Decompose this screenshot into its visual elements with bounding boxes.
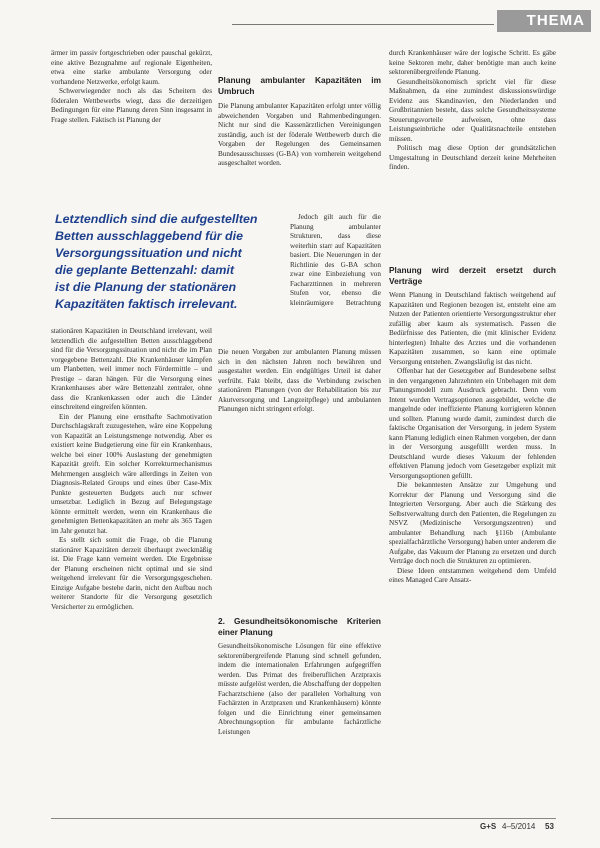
column-2-bottom <box>218 616 381 737</box>
column-2-top <box>218 75 381 169</box>
section-label: THEMA <box>497 10 591 32</box>
paragraph: Es stellt sich somit die Frage, ob die Planung stationärer Kapazitäten derzeit überhaupt zweckmäßig ist. Die Frage kann verneint werden. Die Ergebnisse der Planung erscheinen nicht optimal und sie sind weitgehend irrelevant für die Versorgungsgeschehen. Einzige Aufgabe bestehe darin, nicht den Aufbau noch weiterer Standorte für die Versorgung gesetzlich Versicherter zu ermöglichen. <box>51 536 212 611</box>
paragraph: Ein der Planung eine ernsthafte Sachmotivation Durchschlagskraft zuzugestehen, wäre eine Koppelung von Kapazität an Leistungsmenge notwendig. Aber es existiert keine Budgetierung eine für ein Krankenhaus, welche bei einer 100% Auslastung der genehmigten Kapazität greift. Ein solcher Korrekturmechanismus Mehrmengen ausgleich wäre allerdings in Zeiten von Diagnosis-Related Groups und eines über Case-Mix Punkte gesteuerten Budgets auch nur schwer umsetzbar. Lediglich in Bezug auf Belegungstage könnte ermittelt werden, wenn ein Krankenhaus die genehmigten Bettenkapazitäten an mehr als 365 Tagen im Jahr genutzt hat. <box>51 412 212 535</box>
column-1-top <box>51 49 212 125</box>
header-rule <box>232 24 494 25</box>
column-1-bottom <box>51 327 212 612</box>
pull-quote-line: Versorgungssituation und nicht <box>55 246 242 260</box>
paragraph: Gesundheitsökonomisch spricht viel für diese Maßnahmen, da eine zumindest diskussionswürdige Evidenz aus Skandinavien, den Niederlanden und Großbritannien besteht, dass solche Gesundheitssysteme Steuerungsvorteile aufweisen, ohne dass Leistungseinbrüche oder Qualitätsnachteile entstehen müssen. <box>389 77 556 143</box>
column-3-top <box>389 49 556 173</box>
pull-quote-line: die geplante Bettenzahl: damit <box>55 263 234 277</box>
column-2-wrap <box>290 213 381 309</box>
pull-quote-line: ist die Planung der stationären <box>55 280 237 294</box>
paragraph: Offenbar hat der Gesetzgeber auf Bundesebene selbst in den vergangenen Jahrzehnten ein Unbehagen mit dem Planungsmodell zum Ausdruck gebracht. Denn vom Intent wurden Vertragsoptionen ausgebildet, welche die mangelnde oder ineffiziente Planung korrigieren können und sollten. Planung wurde damit, zumindest durch die faktische Organisation der Versorgung, in jedem System kann Planung lediglich einen Rahmen vorgeben, der dann in der Versorgung ausgefüllt werden muss. In Deutschland wurde dieses Vakuum der fehlenden effektiven Planung jedoch vom Gesetzgeber explizit mit Versorgungsoptionen gefüllt. <box>389 367 556 480</box>
paragraph: Diese Ideen entstammen weitgehend dem Umfeld eines Managed Care Ansatz- <box>389 566 556 584</box>
journal-name: G+S <box>480 822 497 831</box>
footer-rule <box>51 818 556 819</box>
paragraph: stationären Kapazitäten in Deutschland irrelevant, weil letztendlich die aufgestellten Betten ausschlaggebend sind für die Versorgungssituation und nicht die im Plan vorgegebene Bettenzahl. Die Krankenhäuser kämpfen um Planbetten, weil immer noch Fördermittle – und Prestige – daran hängen. Für die Versorgung eines Krankenhauses aber wäre Bettenzahl zentraler, ohne dass die Krankenkassen oder auch die Länder einschreitend eingreifen könnten. <box>51 327 212 411</box>
pull-quote-line: Kapazitäten faktisch irrelevant. <box>55 297 238 311</box>
pull-quote-line: Letztendlich sind die aufgestellten <box>55 212 258 226</box>
issue-number: 4–5/2014 <box>502 822 536 831</box>
pull-quote <box>55 211 283 311</box>
page-number: 53 <box>545 822 554 831</box>
paragraph: Wenn Planung in Deutschland faktisch weitgehend auf Kapazitäten und Regionen bezogen ist, entsteht eine am Nutzen der Patienten orientierte Versorgungsstruktur eher zufällig aber kaum als systematisch. Passen die Bedürfnisse des Patienten, die (mit klinischer Evidenz hinterlegten) Inhalte des Arztes und die vorhandenen Kapazitäten zusammen, so kann eine optimale Versorgung entstehen. Zwangsläufig ist das nicht. <box>389 291 556 366</box>
section-heading: Planung wird derzeit ersetzt durch Verträge <box>389 265 556 286</box>
column-3-bottom <box>389 265 556 586</box>
paragraph: Jedoch gilt auch für die Planung ambulanter Strukturen, dass diese weiterhin starr auf Kapazitäten basiert. Die Neuerungen in der Richtlinie des G-BA schon zwar eine Einbeziehung von Facharzttinnen in mehreren Stufen vor, ebenso die kleinräumigere Betrachtung <box>290 213 381 307</box>
column-2-middle <box>218 348 381 415</box>
paragraph: Politisch mag diese Option der grundsätzlichen Umgestaltung in Deutschland derzeit keine Mehrheiten finden. <box>389 144 556 171</box>
paragraph: Die bekanntesten Ansätze zur Umgehung und Korrektur der Planung und Versorgung sind die Integrierten Versorgung. Aber auch die Stärkung des Selbstverwaltung durch den Patienten, die Regelungen zu NSVZ (Medizinische Versorgungszentren) und ambulanter Behandlung nach §116b (Ambulante spezialfachärztliche Versorgung) haben unter anderem die Aufgabe, das Vakuum der Planung zu ersetzen und durch Verträge doch noch die Strukturen zu optimieren. <box>389 481 556 565</box>
section-heading: Planung ambulanter Kapazitäten im Umbruch <box>218 75 381 96</box>
paragraph: Schwerwiegender noch als das Scheitern des föderalen Wettbewerbs wiegt, dass die derzeitigen Bedingungen für eine Planung deren Sinn insgesamt in Frage stellen. Faktisch ist Planung der <box>51 87 212 124</box>
paragraph: ärmer im passiv fortgeschrieben oder pauschal gekürzt, eine aktive Bezugnahme auf regionale Eigenheiten, etwa eine starke ambulante Versorgung oder vorhandene Netzwerke, erfolgt kaum. <box>51 49 212 86</box>
pull-quote-line: Betten ausschlaggebend für die <box>55 229 243 243</box>
paragraph: Gesundheitsökonomische Lösungen für eine effektive sektorenübergreifende Planung sind schnell gefunden, indem die internationalen Erfahrungen aufgegriffen werden. Das Primat des freiberuflichen Arztpraxis müsste aufgelöst werden, die Abschaffung der doppelten Facharztschiene (also der parallelen Vorhaltung von Fachärzten in Arztpraxen und Krankenhäusern) könnte folgen und die Einrichtung einer gemeinsamen Abrechnungsoption für ambulante fachärztliche Leistungen <box>218 642 381 736</box>
paragraph: Die Planung ambulanter Kapazitäten erfolgt unter völlig abweichenden Vorgaben und Rahmenbedingungen. Nicht nur sind die Kassenärztlichen Vereinigungen zuständig, auch ist der föderale Wettbewerb durch die Vorgaben der Regelungen des Gemeinsamen Bundesausschusses (G-BA) von vornherein weitgehend ausgeschaltet worden. <box>218 102 381 167</box>
section-heading: 2. Gesundheitsökonomische Kriterien einer Planung <box>218 616 381 637</box>
paragraph: durch Krankenhäuser wäre der logische Schritt. Es gäbe keine Sektoren mehr, daher benötigte man auch keine sektorenübergreifende Planung. <box>389 49 556 76</box>
paragraph: Die neuen Vorgaben zur ambulanten Planung müssen sich in den nächsten Jahren noch bewähren und ausgestaltet werden. Ein endgültiges Urteil ist daher verfrüht. Fakt bleibt, dass die Verbindung zwischen stationärem Planungen (von der Rehabilitation bis zur Akutversorgung und Langzeitpflege) und ambulanten Planungen nicht stringent erfolgt. <box>218 348 381 413</box>
